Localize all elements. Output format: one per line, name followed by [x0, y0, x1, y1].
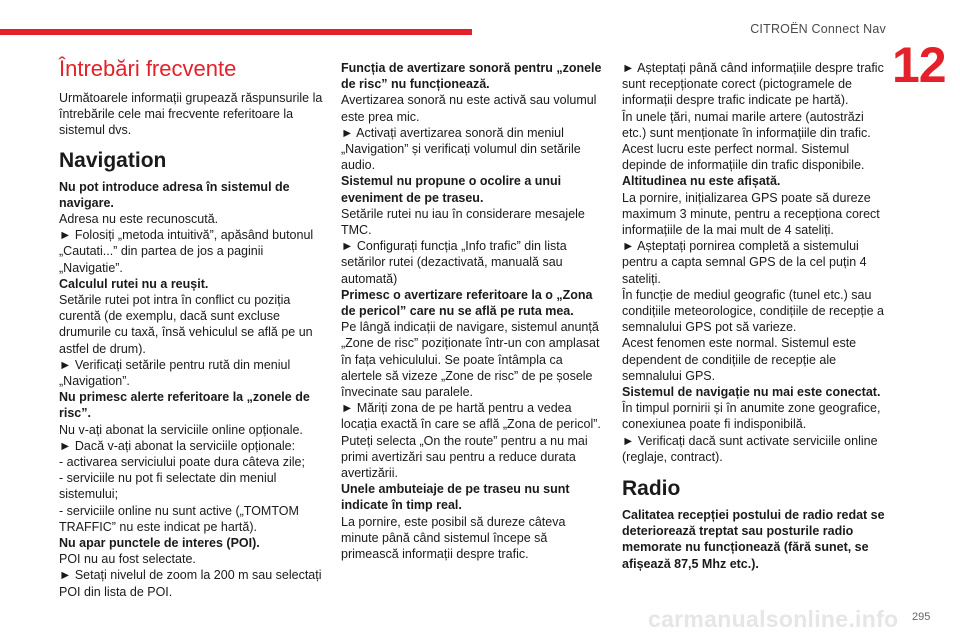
faq-question: Nu apar punctele de interes (POI). [59, 536, 260, 551]
faq-answer: - serviciile online nu sunt active („TOMTOM TRAFFIC” nu este indicat pe hartă). [59, 503, 299, 534]
faq-answer: Adresa nu este recunoscută. [59, 212, 219, 227]
faq-answer: Avertizarea sonoră nu este activă sau volumul este prea mic. [341, 93, 597, 124]
faq-list-col1 [59, 179, 329, 600]
faq-question: Unele ambuteiaje de pe traseu nu sunt indicate în timp real. [341, 482, 570, 513]
chapter-number: 12 [892, 37, 946, 93]
faq-question: Sistemul nu propune o ocolire a unui eveniment de pe traseu. [341, 174, 562, 205]
faq-question: Calculul rutei nu a reușit. [59, 276, 209, 291]
faq-answer: În unele țări, numai marile artere (autostrăzi etc.) sunt menționate în informațiile din trafic. [622, 109, 871, 140]
watermark: carmanualsonline.info [648, 606, 899, 632]
faq-list-col2 [341, 60, 603, 562]
faq-answer: La pornire, este posibil să dureze câteva minute până când sistemul începe să primească informații despre trafic. [341, 514, 566, 562]
faq-answer: - activarea serviciului poate dura câteva zile; [59, 455, 305, 470]
faq-question: Calitatea recepției postului de radio redat se deteriorează treptat sau posturile radio memorate nu funcționează (fără sunet, se afișează 87,5 Mhz etc.). [622, 508, 885, 571]
header-accent-bar [0, 29, 472, 35]
faq-answer: Nu v-ați abonat la serviciile online opționale. [59, 422, 303, 437]
faq-answer: ► Activați avertizarea sonoră din meniul „Navigation” și verificați volumul din setările audio. [341, 125, 581, 173]
section-heading-radio: Radio [622, 477, 681, 501]
faq-question: Sistemul de navigație nu mai este conectat. [622, 385, 881, 400]
faq-answer: - serviciile nu pot fi selectate din meniul sistemului; [59, 471, 277, 502]
faq-question: Funcția de avertizare sonoră pentru „zonele de risc” nu funcționează. [341, 61, 602, 92]
faq-answer: ► Dacă v-ați abonat la serviciile opționale: [59, 438, 296, 453]
faq-answer: Setările rutei pot intra în conflict cu poziția curentă (de exemplu, dacă sunt excluse drumurile cu taxă, însă vehiculul se află pe un astfel de drum). [59, 293, 313, 356]
faq-answer: ► Verificați setările pentru rută din meniul „Navigation”. [59, 357, 291, 389]
page-title: Întrebări frecvente [59, 56, 237, 81]
faq-answer: ► Așteptați pornirea completă a sistemului pentru a capta semnal GPS de la cel puțin 4 sateliți. [622, 239, 867, 286]
faq-list-col3 [622, 60, 887, 465]
faq-question: Nu primesc alerte referitoare la „zonele de risc”. [59, 390, 310, 421]
section-heading-navigation: Navigation [59, 148, 167, 172]
faq-answer: ► Așteptați până când informațiile despre trafic sunt recepționate corect (pictogramele de informații despre trafic indicate pe hartă). [622, 61, 884, 108]
header-brand-title: CITROËN Connect Nav [750, 22, 886, 36]
page-number: 295 [912, 611, 931, 623]
faq-answer: ► Măriți zona de pe hartă pentru a vedea locația exactă în care se află „Zona de pericol”. Puteți selecta „On the route” pentru a nu mai primi avertizări sau pentru a reduce durata avertizării. [341, 401, 601, 481]
faq-answer: În timpul pornirii și în anumite zone geografice, conexiunea poate fi indisponibilă. [622, 401, 881, 432]
faq-answer: POI nu au fost selectate. [59, 552, 196, 567]
faq-answer: Acest lucru este perfect normal. Sistemul depinde de informațiile din trafic disponibile. [622, 142, 865, 173]
faq-answer: În funcție de mediul geografic (tunel etc.) sau condițiile meteorologice, condițiile de recepție a semnalului GPS pot să varieze. [622, 287, 884, 335]
faq-question: Primesc o avertizare referitoare la o „Zona de pericol” care nu se află pe ruta mea. [341, 287, 593, 319]
faq-answer: Setările rutei nu iau în considerare mesajele TMC. [341, 206, 585, 238]
faq-list-radio [622, 507, 887, 572]
faq-answer: ► Verificați dacă sunt activate serviciile online (reglaje, contract). [622, 433, 878, 464]
column-3 [622, 60, 887, 572]
faq-answer: ► Folosiți „metoda intuitivă”, apăsând butonul „Cautati...” din partea de jos a paginii „Navigatie”. [59, 228, 314, 275]
faq-question: Nu pot introduce adresa în sistemul de navigare. [59, 179, 290, 210]
faq-answer: ► Setați nivelul de zoom la 200 m sau selectați POI din lista de POI. [59, 568, 322, 599]
faq-answer: La pornire, inițializarea GPS poate să dureze maximum 3 minute, pentru a recepționa corect informațiile de la mai mult de 4 sateliți. [622, 190, 880, 238]
column-1 [59, 56, 329, 600]
column-2 [341, 60, 603, 562]
faq-question: Altitudinea nu este afișată. [622, 174, 781, 189]
faq-answer: ► Configurați funcția „Info trafic” din lista setărilor rutei (dezactivată, manuală sau automată) [341, 239, 567, 286]
faq-answer: Acest fenomen este normal. Sistemul este dependent de condițiile de recepție ale semnalului GPS. [622, 336, 857, 383]
intro-paragraph: Următoarele informații grupează răspunsurile la întrebările cele mai frecvente referitoare la sistemul dvs. [59, 91, 323, 138]
faq-answer: Pe lângă indicații de navigare, sistemul anunță „Zone de risc” poziționate într-un con amplasat în fața vehiculului. Se poate întâmpla ca alertele să vizeze „Zone de risc” de pe șosele învecinate sau paralele. [341, 320, 600, 400]
